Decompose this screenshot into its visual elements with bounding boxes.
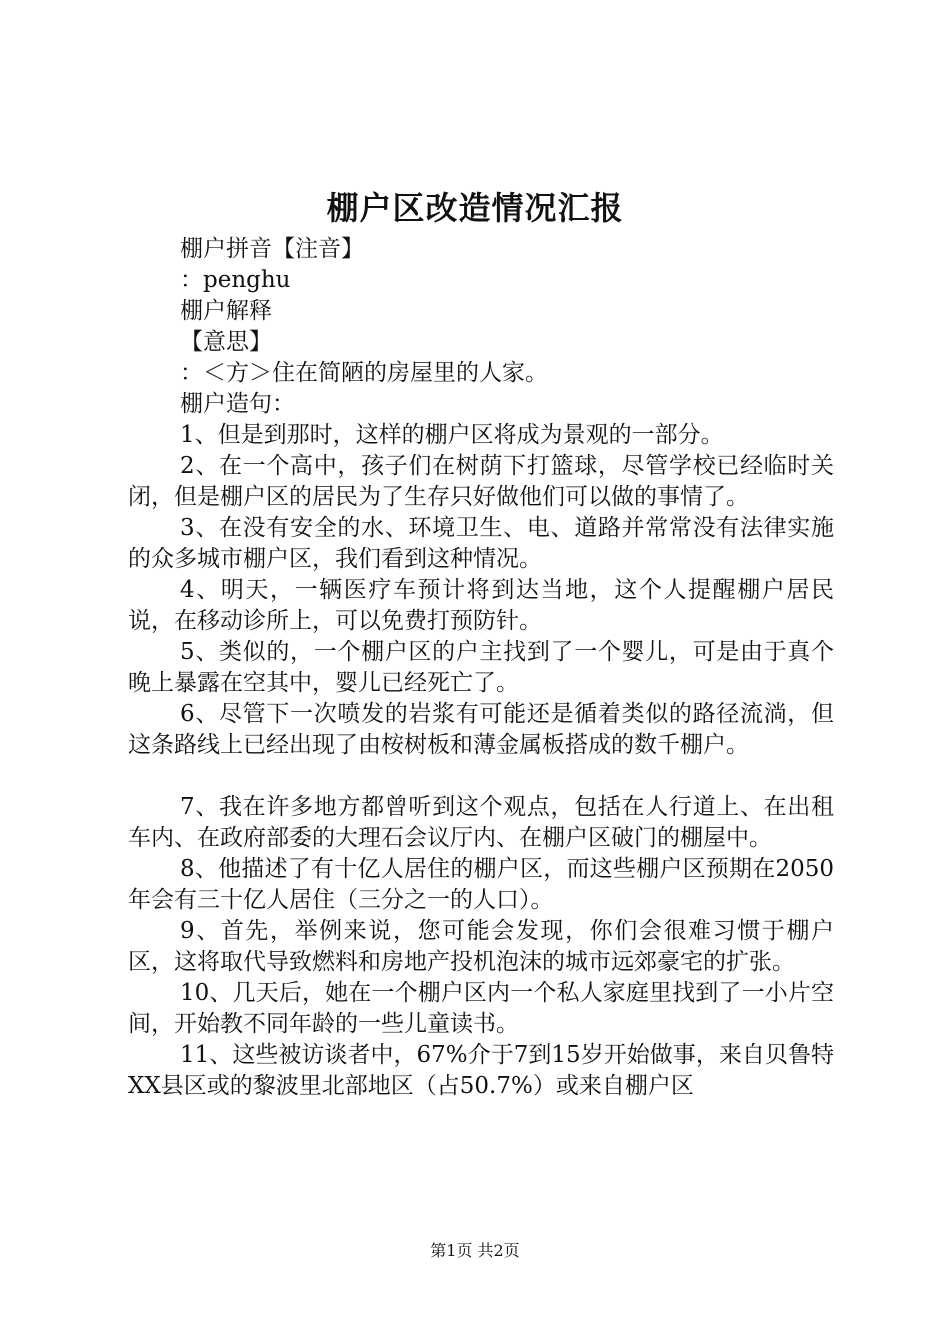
header-line-meaning-label: 【意思】 — [180, 329, 272, 355]
example-sentence-6: 6、尽管下一次喷发的岩浆有可能还是循着类似的路径流淌，但这条路线上已经出现了由桉树板和薄金属板搭成的数千棚户。 — [128, 701, 834, 758]
header-line-pinyin-label: 棚户拼音【注音】 — [180, 236, 364, 262]
example-sentence-5: 5、类似的，一个棚户区的户主找到了一个婴儿，可是由于真个晚上暴露在空其中，婴儿已经死亡了。 — [128, 639, 834, 696]
header-line-meaning: ：＜方＞住在简陋的房屋里的人家。 — [180, 360, 548, 386]
example-sentence-2: 2、在一个高中，孩子们在树荫下打篮球，尽管学校已经临时关闭，但是棚户区的居民为了生存只好做他们可以做的事情了。 — [128, 453, 834, 510]
header-line-explain-label: 棚户解释 — [180, 298, 272, 324]
example-sentence-3: 3、在没有安全的水、环境卫生、电、道路并常常没有法律实施的众多城市棚户区，我们看到这种情况。 — [128, 515, 834, 572]
document-body — [128, 234, 834, 1102]
example-sentence-1: 1、但是到那时，这样的棚户区将成为景观的一部分。 — [180, 422, 724, 448]
header-line-pinyin: ：penghu — [180, 267, 291, 293]
page-footer: 第1页 共2页 — [430, 1241, 520, 1260]
example-sentence-11: 11、这些被访谈者中，67%介于7到15岁开始做事，来自贝鲁特XX县区或的黎波里北部地区（占50.7%）或来自棚户区 — [128, 1042, 834, 1099]
document-title: 棚户区改造情况汇报 — [326, 189, 624, 227]
example-sentence-8: 8、他描述了有十亿人居住的棚户区，而这些棚户区预期在2050年会有三十亿人居住（三分之一的人口）。 — [128, 856, 834, 913]
example-sentence-7: 7、我在许多地方都曾听到这个观点，包括在人行道上、在出租车内、在政府部委的大理石会议厅内、在棚户区破门的棚屋中。 — [128, 794, 834, 851]
header-line-examples-label: 棚户造句： — [180, 391, 295, 417]
paragraph-gap — [128, 761, 834, 792]
example-sentence-10: 10、几天后，她在一个棚户区内一个私人家庭里找到了一小片空间，开始教不同年龄的一些儿童读书。 — [128, 980, 834, 1037]
example-sentence-9: 9、首先，举例来说，您可能会发现，你们会很难习惯于棚户区，这将取代导致燃料和房地产投机泡沫的城市远郊豪宅的扩张。 — [128, 918, 834, 975]
example-sentence-4: 4、明天，一辆医疗车预计将到达当地，这个人提醒棚户居民说，在移动诊所上，可以免费打预防针。 — [128, 577, 834, 634]
